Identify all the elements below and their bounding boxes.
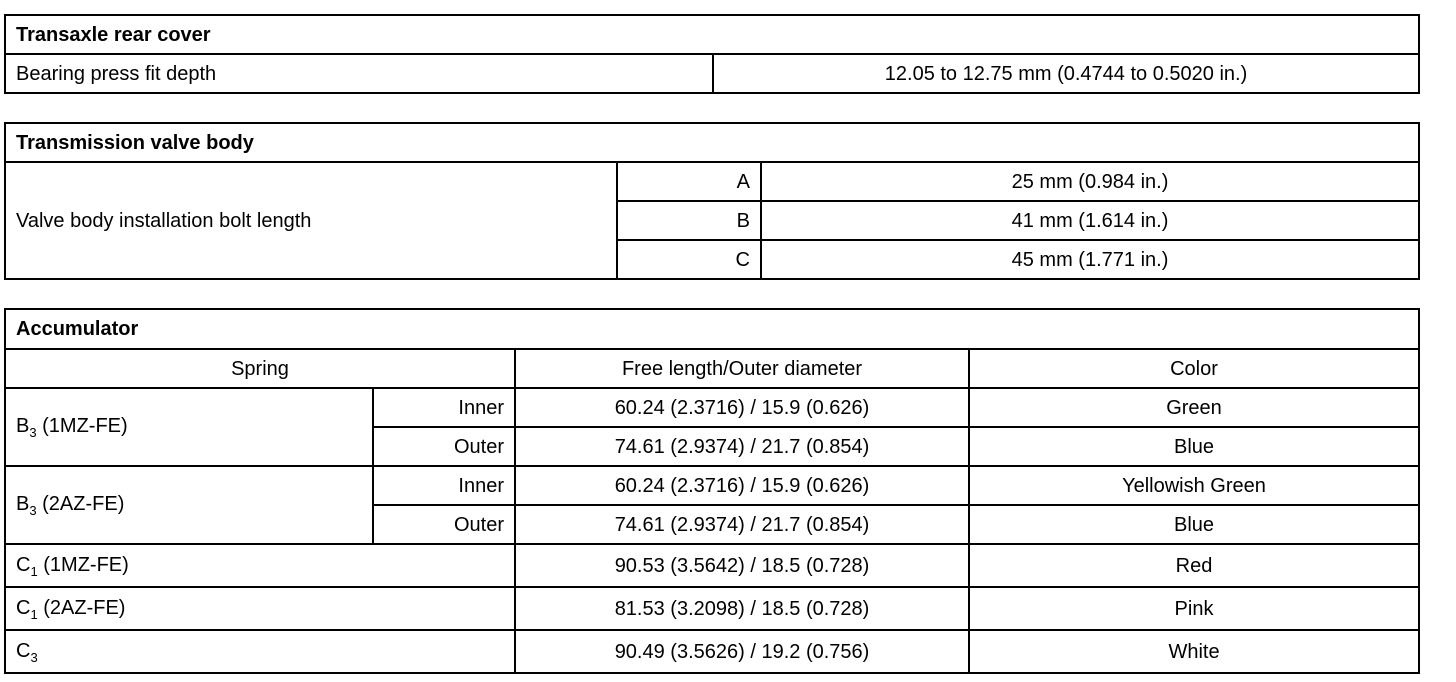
spec-label: Valve body installation bolt length [5, 162, 617, 279]
spring-dimension: 60.24 (2.3716) / 15.9 (0.626) [515, 466, 969, 505]
bolt-length: 41 mm (1.614 in.) [761, 201, 1419, 240]
bolt-length: 45 mm (1.771 in.) [761, 240, 1419, 279]
bolt-length: 25 mm (0.984 in.) [761, 162, 1419, 201]
spring-position: Inner [373, 388, 515, 427]
spring-dimension: 90.49 (3.5626) / 19.2 (0.756) [515, 630, 969, 673]
spring-letter: B [16, 415, 30, 437]
rear-cover-table [4, 14, 1420, 94]
spring-color: Red [969, 544, 1419, 587]
table-row [5, 466, 1419, 505]
spring-letter: C [16, 639, 31, 662]
table-row [5, 587, 1419, 630]
table-title-row [5, 15, 1419, 54]
table-title-row [5, 309, 1419, 349]
valve-body-table [4, 122, 1420, 280]
spring-engine: (2AZ-FE) [36, 493, 125, 515]
spring-letter: C [16, 553, 31, 576]
spec-value: 12.05 to 12.75 mm (0.4744 to 0.5020 in.) [713, 54, 1419, 93]
spring-dimension: 74.61 (2.9374) / 21.7 (0.854) [515, 505, 969, 544]
spring-group [5, 630, 515, 673]
spring-position: Outer [373, 427, 515, 466]
bolt-letter: A [617, 162, 761, 201]
bolt-letter: B [617, 201, 761, 240]
spring-subscript: 3 [29, 425, 37, 440]
spring-letter: B [16, 493, 30, 515]
spring-dimension: 60.24 (2.3716) / 15.9 (0.626) [515, 388, 969, 427]
spring-group [5, 587, 515, 630]
spring-color: Blue [969, 427, 1419, 466]
spring-subscript: 3 [29, 503, 37, 518]
table-header-row [5, 349, 1419, 388]
spring-color: Blue [969, 505, 1419, 544]
table-row [5, 54, 1419, 93]
spring-subscript: 1 [30, 606, 38, 622]
header-spring: Spring [5, 349, 515, 388]
spring-group [5, 388, 373, 466]
spring-position: Inner [373, 466, 515, 505]
table-row [5, 544, 1419, 587]
spring-color: White [969, 630, 1419, 673]
table-title-row [5, 123, 1419, 162]
accumulator-table [4, 308, 1420, 674]
spring-dimension: 74.61 (2.9374) / 21.7 (0.854) [515, 427, 969, 466]
spring-engine: (1MZ-FE) [37, 553, 129, 576]
table-row [5, 630, 1419, 673]
spring-group [5, 544, 515, 587]
spring-color: Pink [969, 587, 1419, 630]
header-color: Color [969, 349, 1419, 388]
spring-group [5, 466, 373, 544]
spring-engine: (2AZ-FE) [37, 596, 126, 619]
spring-engine: (1MZ-FE) [36, 415, 128, 437]
table-row [5, 162, 1419, 201]
spring-dimension: 81.53 (3.2098) / 18.5 (0.728) [515, 587, 969, 630]
section-title: Transaxle rear cover [5, 15, 1419, 54]
bolt-letter: C [617, 240, 761, 279]
section-title: Accumulator [5, 309, 1419, 349]
spring-letter: C [16, 596, 31, 619]
spring-position: Outer [373, 505, 515, 544]
spring-subscript: 1 [30, 563, 38, 579]
section-title: Transmission valve body [5, 123, 1419, 162]
spring-color: Green [969, 388, 1419, 427]
spec-label: Bearing press fit depth [5, 54, 713, 93]
spring-dimension: 90.53 (3.5642) / 18.5 (0.728) [515, 544, 969, 587]
header-dimension: Free length/Outer diameter [515, 349, 969, 388]
spring-subscript: 3 [30, 649, 38, 665]
table-row [5, 388, 1419, 427]
spring-color: Yellowish Green [969, 466, 1419, 505]
